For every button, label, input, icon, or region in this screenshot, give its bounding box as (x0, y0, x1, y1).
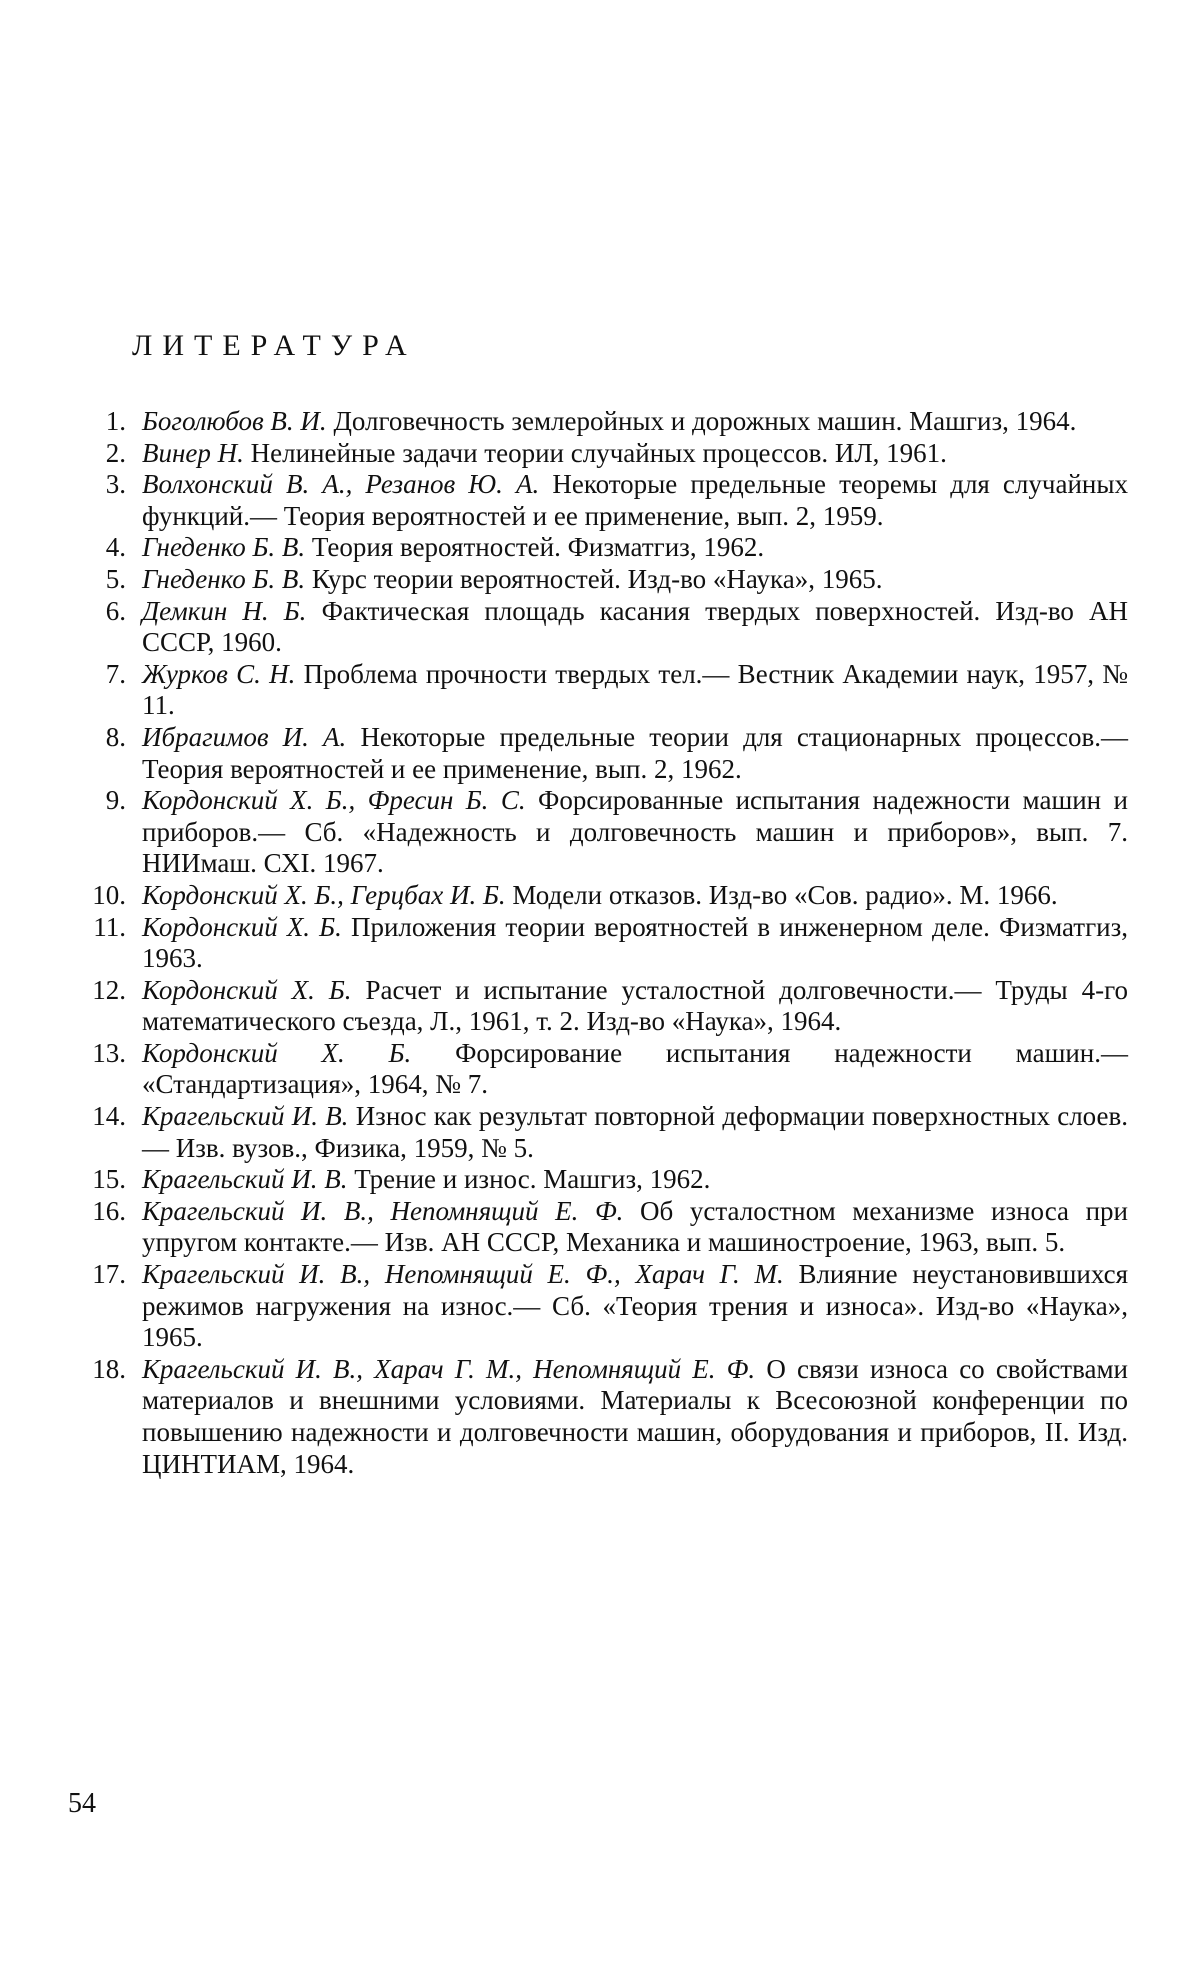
reference-number: 16. (92, 1195, 126, 1226)
reference-number: 15. (92, 1164, 126, 1195)
reference-item (70, 596, 1128, 659)
reference-number: 17. (92, 1259, 126, 1290)
reference-item (70, 406, 1128, 438)
reference-authors: Волхонский В. А., Резанов Ю. А. (142, 469, 540, 500)
reference-authors: Кордонский Х. Б. (142, 1037, 412, 1068)
reference-item (70, 785, 1128, 880)
reference-item (70, 880, 1128, 912)
reference-item (70, 722, 1128, 785)
reference-authors: Винер Н. (142, 437, 244, 468)
reference-number: 14. (92, 1101, 126, 1132)
reference-item (70, 1038, 1128, 1101)
reference-text: Влияние неустановившихся режимов нагружения на износ.— Сб. «Теория трения и износа». Изд-во «Наука», 1965. (142, 1259, 1129, 1353)
reference-text: Форсированные испытания надежности машин и приборов.— Сб. «Надежность и долговечность машин и приборов», вып. 7. НИИмаш. СХІ. 1967. (142, 785, 1128, 879)
page-title: ЛИТЕРАТУРА (132, 329, 417, 362)
reference-authors: Боголюбов В. И. (142, 406, 327, 436)
reference-authors: Крагельский И. В. (142, 1101, 349, 1132)
reference-authors: Журков С. Н. (142, 658, 296, 689)
reference-number: 9. (105, 785, 126, 816)
reference-authors: Кордонский Х. Б. (142, 974, 352, 1005)
reference-item (70, 532, 1128, 564)
reference-authors: Крагельский И. В. (142, 1164, 348, 1195)
reference-number: 8. (105, 721, 126, 752)
reference-authors: Гнеденко Б. В. (142, 563, 306, 594)
reference-item (70, 469, 1128, 532)
reference-item (70, 1196, 1128, 1259)
reference-text: Форсирование испытания надежности машин.— «Стандартизация», 1964, № 7. (142, 1037, 1129, 1100)
reference-number: 4. (105, 532, 126, 563)
reference-text: Долговечность землеройных и дорожных машин. Машгиз, 1964. (333, 406, 1077, 436)
reference-text: Приложения теории вероятностей в инженерном деле. Физматгиз, 1963. (142, 911, 1129, 974)
reference-number: 3. (105, 469, 126, 500)
reference-text: Проблема прочности твердых тел.— Вестник Академии наук, 1957, № 11. (142, 658, 1129, 721)
reference-authors: Крагельский И. В., Непомнящий Е. Ф. (142, 1195, 624, 1226)
reference-number: 18. (92, 1353, 126, 1384)
reference-number: 11. (93, 911, 126, 942)
reference-text: Об усталостном механизме износа при упругом контакте.— Изв. АН СССР, Механика и машиностроение, 1963, вып. 5. (142, 1195, 1129, 1258)
reference-item (70, 1354, 1128, 1480)
reference-authors: Крагельский И. В., Непомнящий Е. Ф., Харач Г. М. (142, 1259, 784, 1290)
reference-item (70, 1101, 1128, 1164)
page-number: 54 (68, 1788, 96, 1819)
reference-item (70, 1164, 1128, 1196)
reference-number: 5. (105, 563, 126, 594)
reference-text: Некоторые предельные теоремы для случайных функций.— Теория вероятностей и ее применение, вып. 2, 1959. (142, 469, 1128, 531)
reference-number: 2. (105, 437, 126, 468)
reference-authors: Ибрагимов И. А. (142, 721, 347, 752)
reference-number: 7. (105, 658, 126, 689)
reference-number: 1. (105, 406, 126, 436)
reference-text: Расчет и испытание усталостной долговечности.— Труды 4-го математического съезда, Л., 1961, т. 2. Изд-во «Наука», 1964. (142, 974, 1128, 1037)
reference-item (70, 438, 1128, 470)
reference-authors: Кордонский Х. Б., Фресин Б. С. (142, 785, 526, 816)
reference-text: Некоторые предельные теории для стационарных процессов.— Теория вероятностей и ее применение, вып. 2, 1962. (142, 721, 1129, 784)
reference-text: Модели отказов. Изд-во «Сов. радио». М. 1966. (512, 879, 1058, 910)
reference-text: Нелинейные задачи теории случайных процессов. ИЛ, 1961. (250, 437, 947, 468)
reference-text: Курс теории вероятностей. Изд-во «Наука», 1965. (311, 563, 883, 594)
reference-text: Теория вероятностей. Физматгиз, 1962. (311, 532, 765, 563)
reference-text: Износ как результат повторной деформации поверхностных слоев.— Изв. вузов., Физика, 1959, № 5. (142, 1101, 1128, 1163)
reference-number: 12. (92, 974, 126, 1005)
reference-authors: Кордонский Х. Б., Герцбах И. Б. (142, 879, 506, 910)
reference-list (70, 406, 1128, 1480)
reference-text: Фактическая площадь касания твердых поверхностей. Изд-во АН СССР, 1960. (142, 595, 1129, 658)
reference-authors: Крагельский И. В., Харач Г. М., Непомнящий Е. Ф. (142, 1353, 756, 1384)
reference-item (70, 975, 1128, 1038)
reference-number: 6. (105, 595, 126, 626)
reference-authors: Гнеденко Б. В. (142, 532, 306, 563)
reference-item (70, 564, 1128, 596)
reference-item (70, 1259, 1128, 1354)
reference-number: 10. (92, 879, 126, 910)
reference-text: О связи износа со свойствами материалов и внешними условиями. Материалы к Всесоюзной конференции по повышению надежности и долговечности машин, оборудования и приборов, II. Изд. ЦИНТИАМ, 1964. (142, 1353, 1129, 1479)
reference-item (70, 659, 1128, 722)
reference-authors: Кордонский Х. Б. (142, 911, 342, 942)
reference-number: 13. (92, 1037, 126, 1068)
reference-text: Трение и износ. Машгиз, 1962. (354, 1164, 711, 1195)
reference-item (70, 912, 1128, 975)
reference-authors: Демкин Н. Б. (142, 595, 307, 626)
